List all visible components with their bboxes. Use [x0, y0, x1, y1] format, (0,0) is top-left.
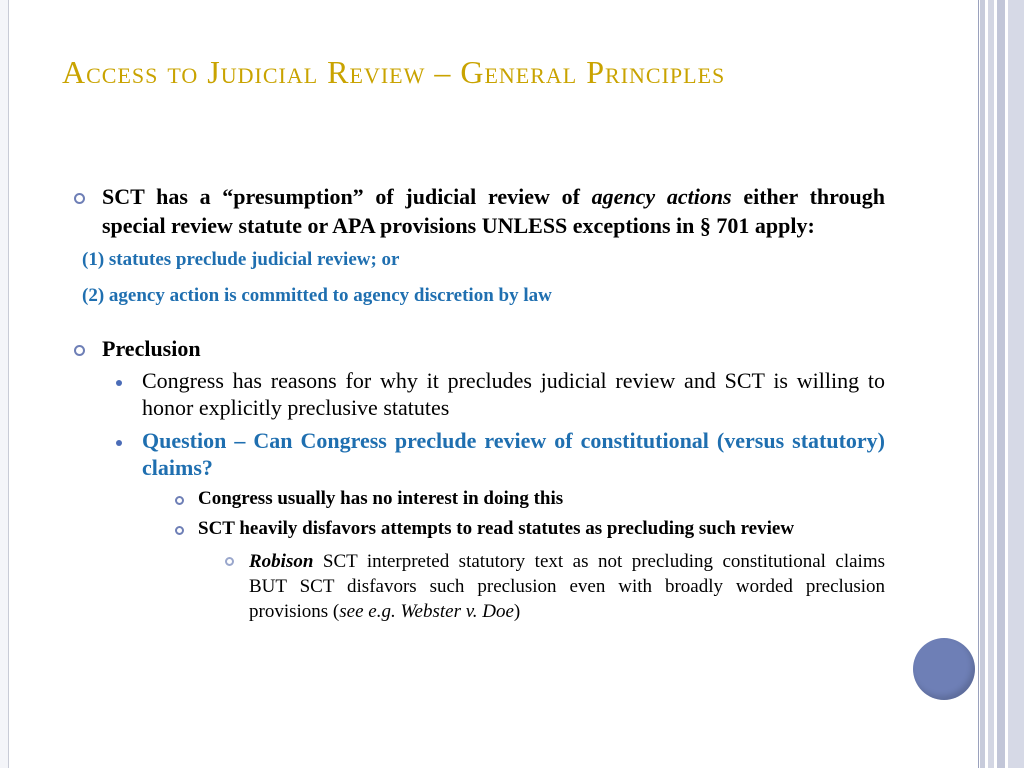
slide-left-border [0, 0, 9, 768]
decorative-circle [913, 638, 975, 700]
exception-item-2: (2) agency action is committed to agency discretion by law [82, 285, 552, 306]
citation: see e.g. Webster v. Doe [339, 601, 514, 622]
dot-bullet-icon [116, 380, 122, 386]
level4-bullet-text [249, 549, 885, 624]
exception-item-1: (1) statutes preclude judicial review; or [82, 249, 400, 270]
level4-bullet-robison [72, 549, 885, 624]
ring-bullet-icon [74, 193, 85, 204]
ring-bullet-icon [74, 345, 85, 356]
text-segment: SCT interpreted statutory text as not precluding constitutional claims BUT SCT disfavors such preclusion even with broadly worded preclusion provisions ( [249, 551, 885, 622]
text-segment: SCT has a “presumption” of judicial review of [102, 184, 592, 209]
sub-sub-bullet-text: SCT heavily disfavors attempts to read statutes as precluding such review [198, 518, 795, 539]
sub-bullet-question [72, 427, 885, 481]
ring-bullet-icon [175, 496, 184, 505]
sub-sub-bullet-text: Congress usually has no interest in doing this [198, 488, 564, 509]
bullet-text [102, 182, 885, 240]
bullet-heading: Preclusion [102, 336, 201, 361]
ring-bullet-icon [225, 557, 234, 566]
text-segment: either through special review statute or APA provisions UNLESS exceptions in § 701 apply: [102, 184, 885, 238]
ring-bullet-icon [175, 526, 184, 535]
text-segment: ) [513, 601, 521, 622]
italic-segment: agency actions [591, 184, 732, 209]
case-name: Robison [249, 551, 314, 572]
slide-content [72, 182, 885, 624]
bullet-presumption [72, 182, 885, 240]
sub-bullet-congress-reasons [72, 367, 885, 421]
sub-sub-bullet-disfavors [72, 517, 885, 541]
sub-bullet-text: Question – Can Congress preclude review of constitutional (versus statutory) claims? [142, 428, 885, 480]
bullet-preclusion [72, 334, 885, 363]
decorative-stripes [978, 0, 1024, 768]
dot-bullet-icon [116, 440, 122, 446]
sub-bullet-text: Congress has reasons for why it precludes judicial review and SCT is willing to honor explicitly preclusive statutes [142, 368, 885, 420]
slide-title: Access to Judicial Review – General Principles [62, 54, 726, 90]
sub-sub-bullet-no-interest [72, 487, 885, 511]
